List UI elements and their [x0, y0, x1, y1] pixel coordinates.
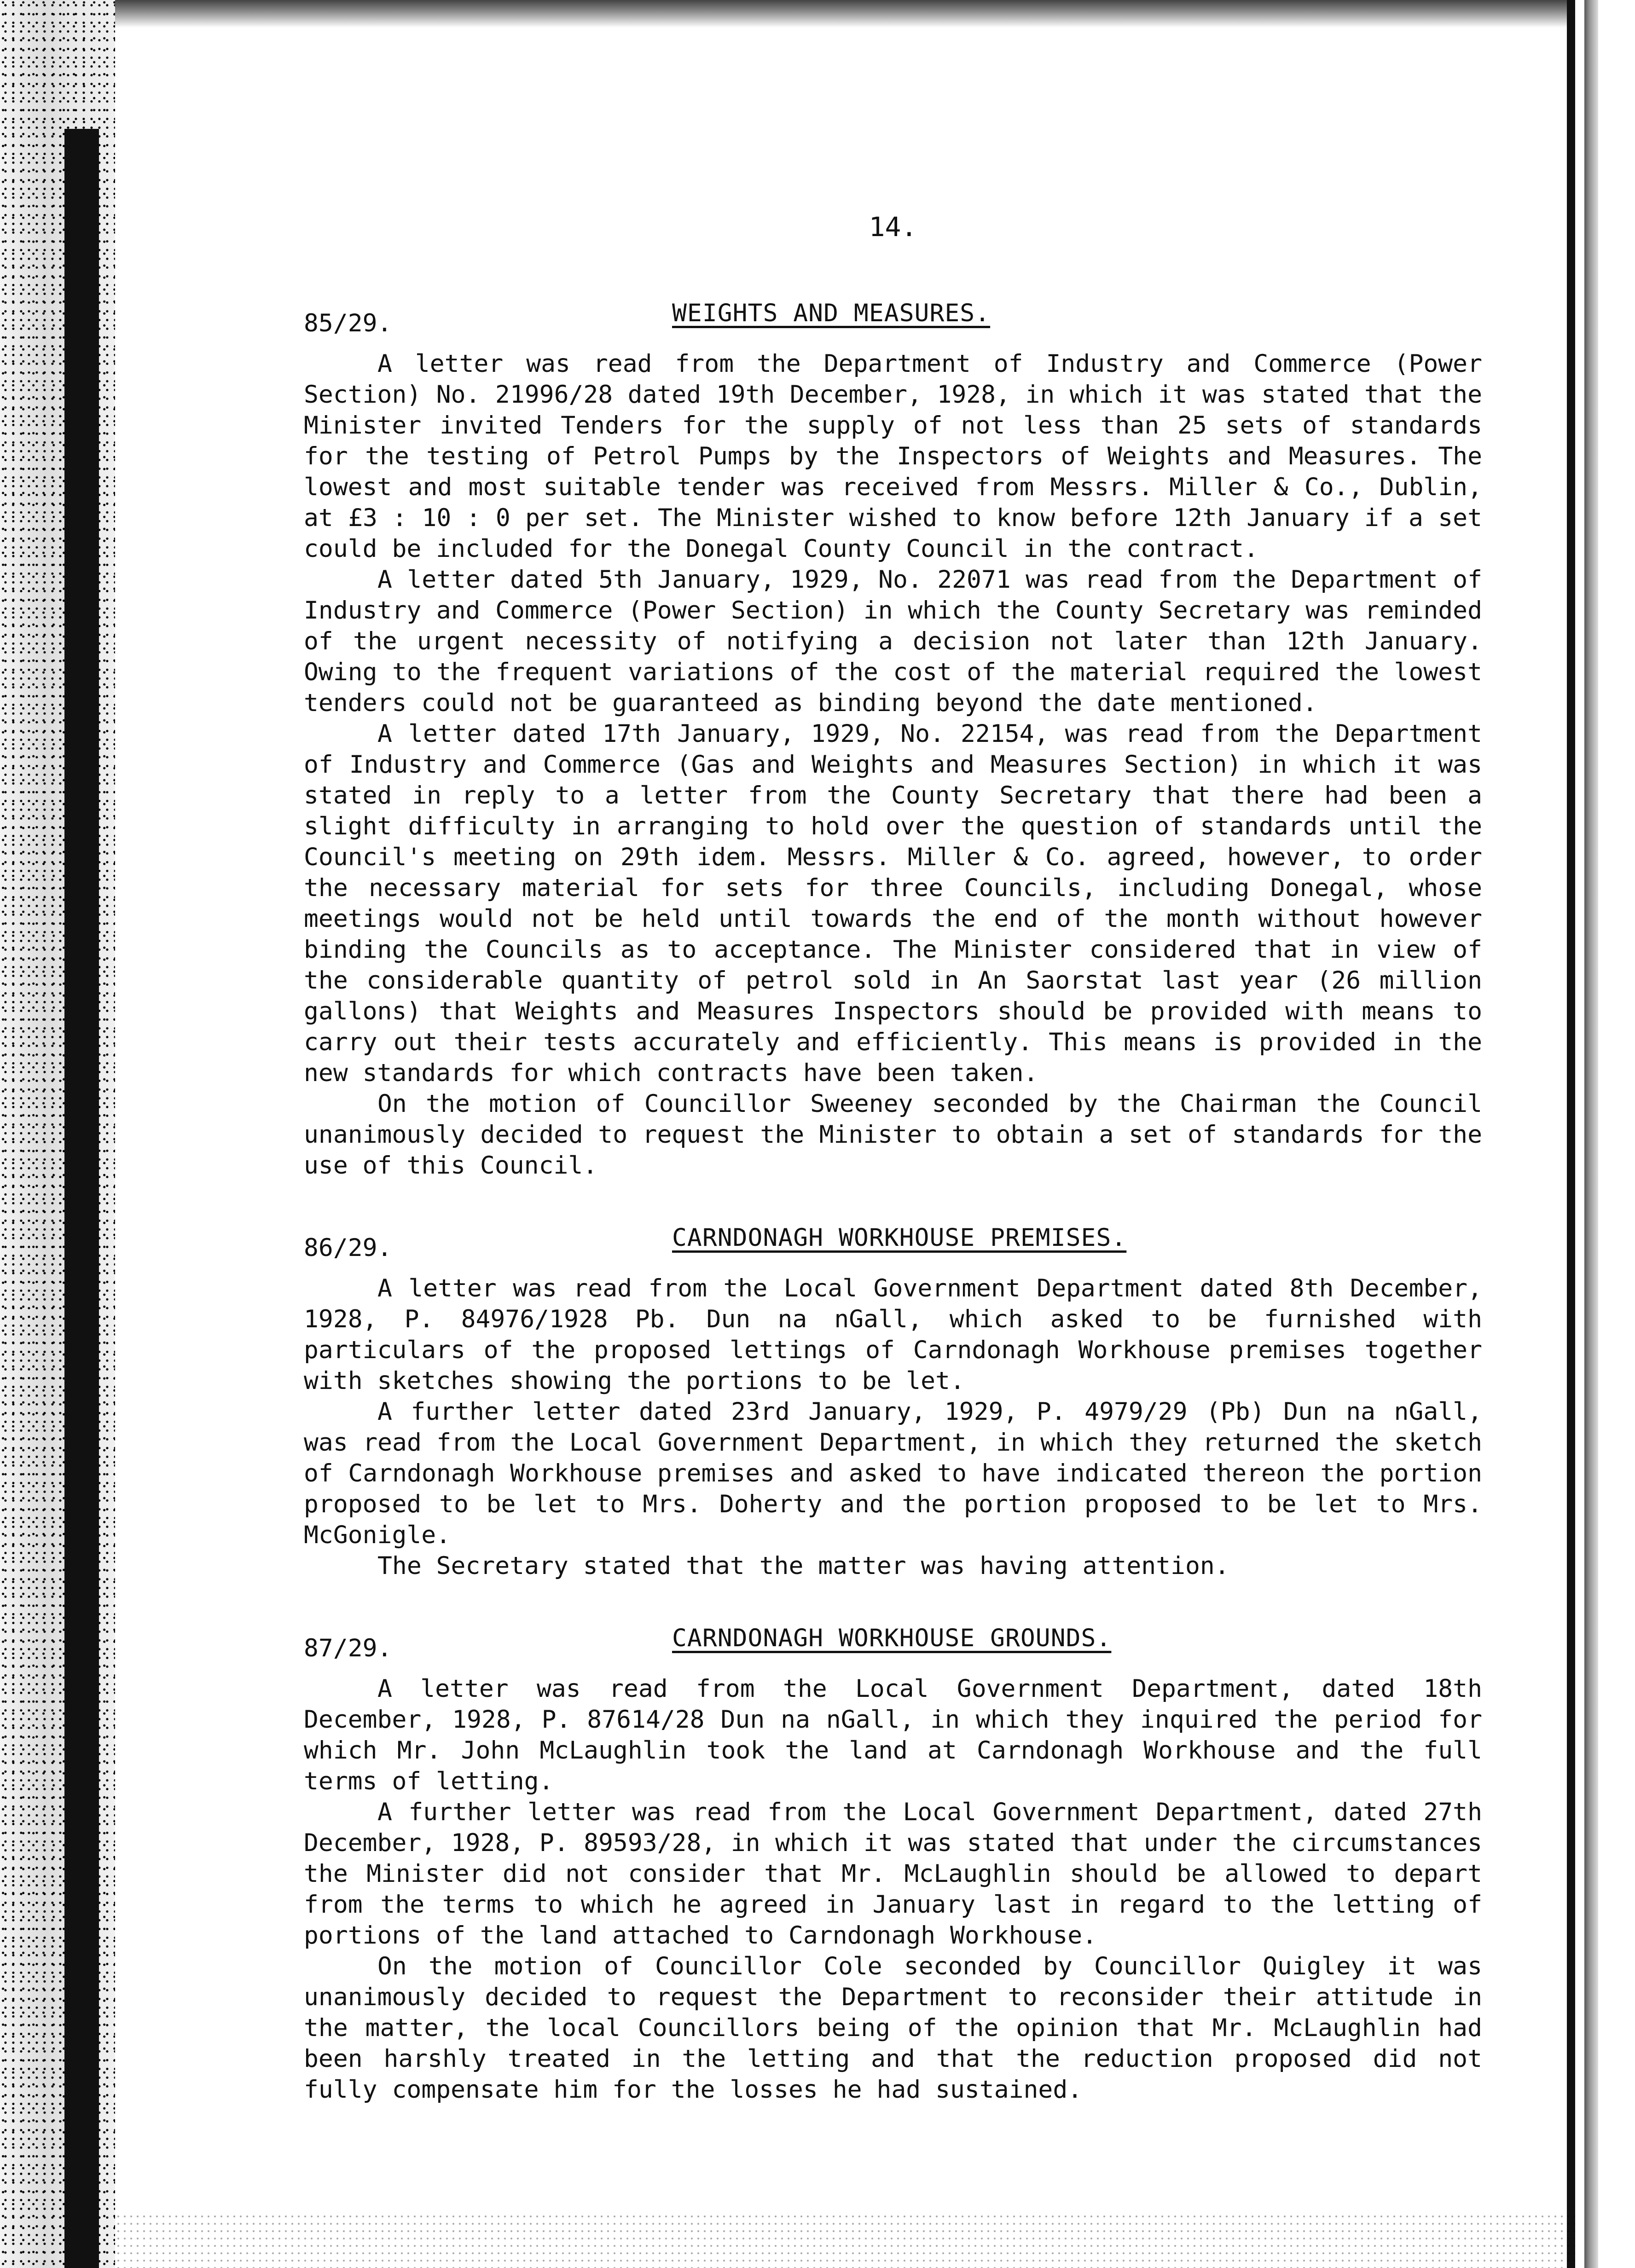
paragraph: The Secretary stated that the matter was having attention.: [377, 1552, 1229, 1580]
paragraph: A letter was read from the Department of Industry and Commerce (Power Section) No. 21996/28 dated 19th December, 1928, in which it was stated that the Minister invited Tenders for the supply of not less than 25 sets of standards for the testing of Petrol Pumps by the Inspectors of Weights and Measures. The lowest and most suitable tender was received from Messrs. Miller & Co., Dublin, at £3 : 10 : 0 per set. The Minister wished to know before 12th January if a set could be included for the Donegal County Council in the contract.: [304, 350, 1482, 563]
page-number: 14.: [869, 211, 917, 243]
minute-number: 85/29.: [304, 309, 392, 337]
minute-number: 87/29.: [304, 1634, 392, 1662]
section-title: WEIGHTS AND MEASURES.: [672, 299, 991, 327]
paragraph: A letter was read from the Local Government Department dated 8th December, 1928, P. 84976/1928 Pb. Dun na nGall, which asked to be furnished with particulars of the proposed lettings of Carndonagh Workhouse premises together with sketches showing the portions to be let.: [304, 1274, 1482, 1395]
scan-bottom-noise: [115, 2213, 1575, 2268]
section-heading: [304, 1623, 1482, 1664]
section-title: CARNDONAGH WORKHOUSE PREMISES.: [672, 1224, 1127, 1252]
section-title: CARNDONAGH WORKHOUSE GROUNDS.: [672, 1624, 1112, 1652]
minute-section-workhouse-premises: [304, 1222, 1482, 1581]
section-heading: [304, 298, 1482, 339]
paragraph: On the motion of Councillor Cole seconded by Councillor Quigley it was unanimously decided to request the Department to reconsider their attitude in the matter, the local Councillors being of the opinion that Mr. McLaughlin had been harshly treated in the letting and that the reduction proposed did not fully compensate him for the losses he had sustained.: [304, 1952, 1482, 2104]
document-page: [304, 212, 1482, 2146]
scan-top-shadow: [115, 0, 1575, 28]
paragraph: On the motion of Councillor Sweeney seconded by the Chairman the Council unanimously decided to request the Minister to obtain a set of standards for the use of this Council.: [304, 1090, 1482, 1180]
section-heading: [304, 1222, 1482, 1264]
scan-right-edge: [1567, 0, 1635, 2268]
paragraph: A further letter was read from the Local Government Department, dated 27th December, 1928, P. 89593/28, in which it was stated that under the circumstances the Minister did not consider that Mr. McLaughlin should be allowed to depart from the terms to which he agreed in January last in regard to the letting of portions of the land attached to Carndonagh Workhouse.: [304, 1798, 1482, 1950]
paragraph: A letter dated 5th January, 1929, No. 22071 was read from the Department of Industry and Commerce (Power Section) in which the County Secretary was reminded of the urgent necessity of notifying a decision not later than 12th January. Owing to the frequent variations of the cost of the material required the lowest tenders could not be guaranteed as binding beyond the date mentioned.: [304, 566, 1482, 717]
paragraph: A letter dated 17th January, 1929, No. 22154, was read from the Department of Industry and Commerce (Gas and Weights and Measures Section) in which it was stated in reply to a letter from the County Secretary that there had been a slight difficulty in arranging to hold over the question of standards until the Council's meeting on 29th idem. Messrs. Miller & Co. agreed, however, to order the necessary material for sets for three Councils, including Donegal, whose meetings would not be held until towards the end of the month without however binding the Councils as to acceptance. The Minister considered that in view of the considerable quantity of petrol sold in An Saorstat last year (26 million gallons) that Weights and Measures Inspectors should be provided with means to carry out their tests accurately and efficiently. This means is provided in the new standards for which contracts have been taken.: [304, 720, 1482, 1087]
scan-binding-shadow: [64, 129, 99, 2268]
paragraph: A further letter dated 23rd January, 1929, P. 4979/29 (Pb) Dun na nGall, was read from the Local Government Department, in which they returned the sketch of Carndonagh Workhouse premises and asked to have indicated thereon the portion proposed to be let to Mrs. Doherty and the portion proposed to be let to Mrs. McGonigle.: [304, 1398, 1482, 1549]
minute-section-weights-measures: [304, 298, 1482, 1181]
minute-number: 86/29.: [304, 1234, 392, 1262]
paragraph: A letter was read from the Local Government Department, dated 18th December, 1928, P. 87614/28 Dun na nGall, in which they inquired the period for which Mr. John McLaughlin took the land at Carndonagh Workhouse and the full terms of letting.: [304, 1675, 1482, 1795]
minute-section-workhouse-grounds: [304, 1623, 1482, 2105]
